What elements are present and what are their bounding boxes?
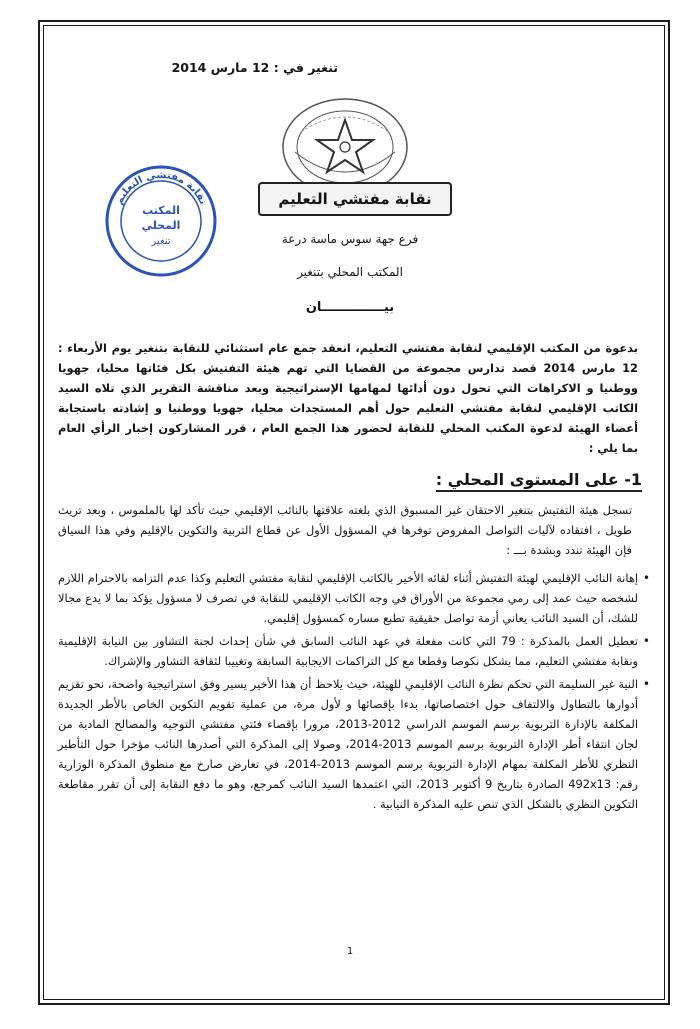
section-intro-paragraph: تسجل هيئة التفتيش بتنغير الاحتقان غير المسبوق الذي بلغته علاقتها بالنائب الإقليمي حيث تأكد لها بالملموس ، وبعد تريث طويل ، افتقاده لآليات التواصل المفروض توفرها في المسؤول الأول عن قطاع التربية والتكوين بالإقليم وفي هذا السياق فإن الهيئة تندد وبشدة بـــ : (58, 503, 632, 557)
list-item: • النية غير السليمة التي تحكم نظرة النائب الإقليمي للهيئة، حيث يلاحظ أن هذا الأخير يسير وفق استراتيجية واضحة، نحو تقزيم أدوارها بالتطاول والالتفاف حول اختصاصاتها، بدءا بإقصائها و لأول مرة، من عملية تقويم التكوين الخاص بالأطر الجديدة المكلفة بالإدارة التربوية برسم الموسم الدراسي 2012-2013، مرورا بإقصاء فئتي مفتشي التوجيه والمصالح المادية من لجان انتقاء أطر الإدارة التربوية برسم الموسم 2013-2014، وصولا إلى المذكرة التي أصدرها النائب مؤخرا حول التأطير النظري للأطر المكلفة بمهام الإدارة التربوية برسم الموسم 2013-2014، في تعارض صارخ مع منطوق المذكرة الوزارية رقم: 492x13 الصادرة بتاريخ 9 أكتوبر 2013، التي اعتمدها السيد النائب كمرجع، وهو ما دفع النقابة إلى أن تقرر مقاطعة التكوين النظري بالشكل الذي تنص عليه المذكرة النيابية . (58, 674, 638, 814)
svg-text:نقابة مفتشي التعليم: نقابة مفتشي التعليم (113, 169, 209, 207)
svg-text:المحلي: المحلي (141, 219, 181, 232)
svg-text:تنغير: تنغير (151, 236, 171, 247)
section-heading-text: 1- على المستوى المحلي : (436, 470, 642, 492)
list-item: • تعطيل العمل بالمذكرة : 79 التي كانت مفعلة في عهد النائب السابق في شأن إحداث لجنة التشاور بين النيابة الإقليمية ونقابة مفتشي التعليم، مما يشكل نكوصا وقطعا مع كل التراكمات الايجابية السابقة وتغييبا لثقافة التشاور والإشراك. (58, 631, 638, 671)
office-stamp (102, 162, 220, 280)
document-date: تنغير في : 12 مارس 2014 (171, 60, 338, 75)
branch-name: فرع جهة سوس ماسة درعة (281, 232, 419, 246)
grievance-list (58, 568, 652, 817)
office-name: المكتب المحلي بتنغير (297, 265, 403, 279)
organization-banner: نقابة مفتشي التعليم (258, 182, 452, 216)
svg-text:المكتب: المكتب (142, 204, 180, 217)
statement-title-text: بيــــــــــــــان (305, 300, 395, 315)
list-item: • إهانة النائب الإقليمي لهيئة التفتيش أثناء لقائه الأخير بالكاتب الإقليمي لنقابة مفتشي التعليم وكذا عدم التزامه بالاحترام اللازم لشخصه حيث عمد إلى رمي مجموعة من الأوراق في وجه الكاتب الإقليمي للنقابة في تصرف لا مسؤول يؤكد بما لا يدع مجالا للشك، أن السيد النائب يعاني أزمة تواصل حقيقية تطبع مساره كمسؤول إقليمي. (58, 568, 638, 628)
page-number: 1 (346, 946, 354, 957)
statement-title (230, 300, 470, 315)
intro-paragraph: بدعوة من المكتب الإقليمي لنقابة مفتشي التعليم، انعقد جمع عام استثنائي للنقابة بتنغير يوم الأربعاء : 12 مارس 2014 قصد تدارس مجموعة من القضايا التي تهم هيئة التفتيش بكل فئاتها محليا، جهويا ووطنيا و الاكراهات التي تحول دون أدائها لمهامها الإستراتيجية وبعد مناقشة التقرير الذي تلاه السيد الكاتب الإقليمي لنقابة مفتشي التعليم حول أهم المستجدات محليا، جهويا ووطنيا و إشادته باستجابة أعضاء الهيئة لدعوة المكتب المحلي للنقابة لحضور هذا الجمع العام ، قرر المشاركون إخبار الرأي العام بما يلي : (58, 341, 638, 455)
section-heading (380, 470, 642, 489)
